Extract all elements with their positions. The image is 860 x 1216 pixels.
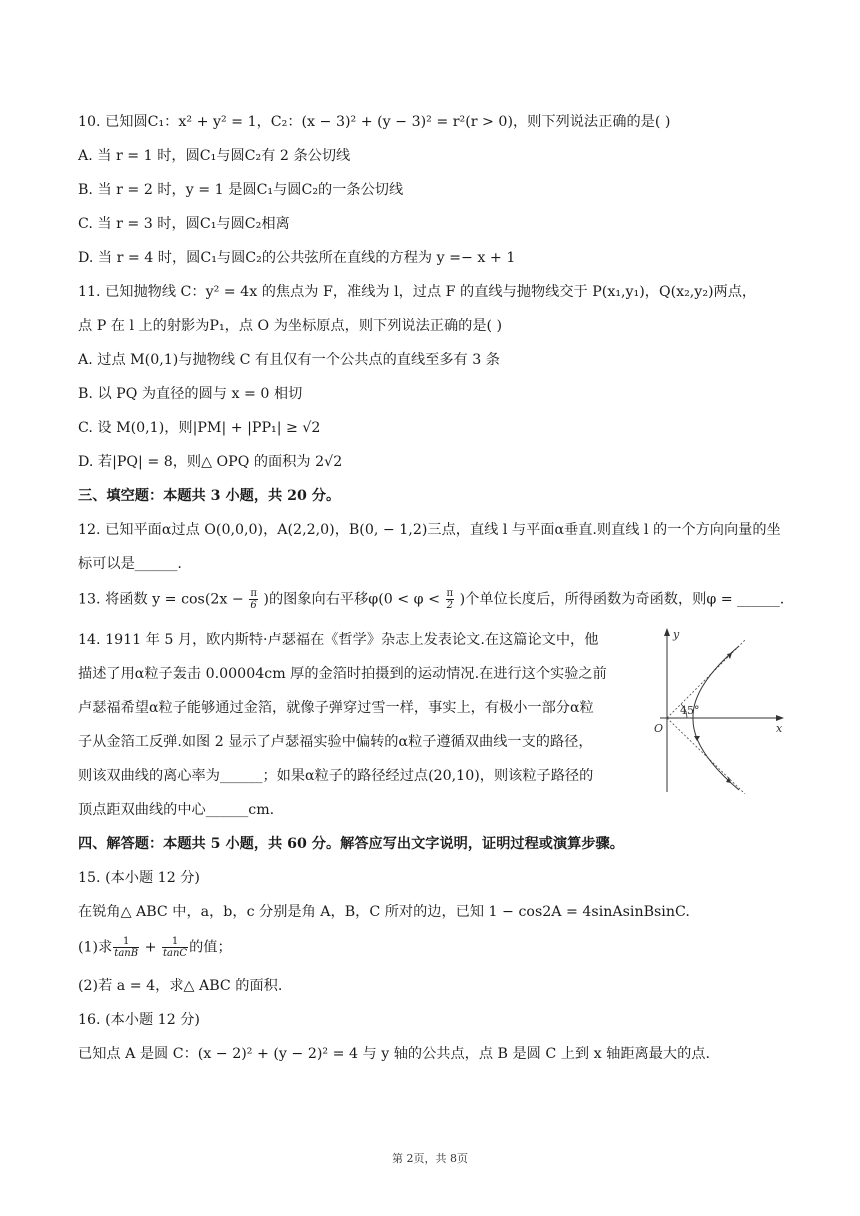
line-q10-b: B. 当 r = 2 时，y = 1 是圆C₁与圆C₂的一条公切线 [78, 182, 404, 198]
x-axis-arrow [776, 715, 784, 721]
section-fill-in: 三、填空题：本题共 3 小题，共 20 分。 [78, 488, 341, 504]
fraction-1-tanB: $\frac{1}{\tan B}$ [114, 936, 139, 959]
section-answers: 四、解答题：本题共 5 小题，共 60 分。解答应写出文字说明，证明过程或演算步骤。 [78, 836, 624, 852]
q13-text-post: )个单位长度后，所得函数为奇函数，则φ = ______. [459, 591, 785, 608]
line-q12-cont: 标可以是______. [78, 556, 182, 572]
line-q10: 10. 已知圆C₁：x² + y² = 1，C₂：(x − 3)² + (y − 3)² = r²(r > 0)，则下列说法正确的是( ) [78, 114, 671, 130]
line-q14-6: 顶点距双曲线的中心______cm. [78, 802, 275, 818]
asymptote-upper [667, 640, 745, 718]
hyperbola-figure [640, 626, 785, 794]
page-footer: 第 2页，共 8页 [392, 1152, 468, 1165]
line-q11-c: C. 设 M(0,1)，则|PM| + |PP₁| ≥ √2 [78, 420, 321, 436]
line-q10-a: A. 当 r = 1 时，圆C₁与圆C₂有 2 条公切线 [78, 148, 351, 164]
line-q14-4: 子从金箔工反弹.如图 2 显示了卢瑟福实验中偏转的α粒子遵循双曲线一支的路径， [78, 734, 593, 750]
line-q11-d: D. 若|PQ| = 8，则△ OPQ 的面积为 2√2 [78, 454, 343, 470]
line-q10-c: C. 当 r = 3 时，圆C₁与圆C₂相离 [78, 216, 290, 232]
fraction-1-tanC: $\frac{1}{\tan C}$ [163, 936, 188, 959]
line-q16: 已知点 A 是圆 C：(x − 2)² + (y − 2)² = 4 与 y 轴的公共点，点 B 是圆 C 上到 x 轴距离最大的点. [78, 1046, 710, 1062]
line-q14-3: 卢瑟福希望α粒子能够通过金箔，就像子弹穿过雪一样，事实上，有极小一部分α粒 [78, 700, 594, 716]
line-q15-part1 [78, 936, 232, 959]
q13-text-mid: )的图象向右平移φ(0 < φ < [263, 591, 440, 608]
y-axis-label: y [673, 628, 680, 641]
line-q11: 11. 已知抛物线 C：y² = 4x 的焦点为 F，准线为 l，过点 F 的直线与抛物线交于 P(x₁,y₁)，Q(x₂,y₂)两点， [78, 284, 757, 300]
line-q14-2: 描述了用α粒子轰击 0.00004cm 厚的金箔时拍摄到的运动情况.在进行这个实验之前 [78, 666, 607, 682]
line-q11-cont: 点 P 在 l 上的射影为P₁，点 O 为坐标原点，则下列说法正确的是( ) [78, 318, 503, 334]
q13-text-pre: 13. 将函数 y = cos(2x − [78, 591, 244, 608]
fraction-pi-2: $\frac{\pi}{2}$ [446, 588, 454, 611]
q15-1-pre: (1)求 [78, 939, 113, 956]
line-q10-d: D. 当 r = 4 时，圆C₁与圆C₂的公共弦所在直线的方程为 y =− x + 1 [78, 250, 516, 266]
q15-1-plus: + [144, 939, 157, 956]
line-q11-a: A. 过点 M(0,1)与抛物线 C 有且仅有一个公共点的直线至多有 3 条 [78, 352, 500, 368]
line-q16-header: 16. (本小题 12 分) [78, 1012, 200, 1028]
fraction-pi-6: $\frac{\pi}{6}$ [250, 588, 257, 611]
line-q14-5: 则该双曲线的离心率为______；如果α粒子的路径经过点(20,10)，则该粒子路径的 [78, 768, 594, 784]
line-q12: 12. 已知平面α过点 O(0,0,0)，A(2,2,0)，B(0, − 1,2)三点，直线 l 与平面α垂直.则直线 l 的一个方向向量的坐 [78, 522, 781, 538]
x-axis-label: x [776, 722, 783, 735]
line-q15-part2: (2)若 a = 4，求△ ABC 的面积. [78, 978, 283, 994]
origin-label: O [654, 722, 664, 735]
line-q13 [78, 588, 784, 611]
line-q11-b: B. 以 PQ 为直径的圆与 x = 0 相切 [78, 386, 303, 402]
line-q14: 14. 1911 年 5 月，欧内斯特·卢瑟福在《哲学》杂志上发表论文.在这篇论文中，他 [78, 632, 599, 648]
line-q15-header: 15. (本小题 12 分) [78, 870, 200, 886]
asymptote-lower [667, 718, 745, 794]
angle-label: 45° [680, 704, 700, 717]
q15-1-post: 的值； [189, 939, 232, 956]
y-axis-arrow [664, 628, 670, 636]
path-arrow-mid [694, 736, 700, 741]
line-q15: 在锐角△ ABC 中，a，b，c 分别是角 A，B，C 所对的边，已知 1 − cos2A = 4sinAsinBsinC. [78, 904, 690, 920]
